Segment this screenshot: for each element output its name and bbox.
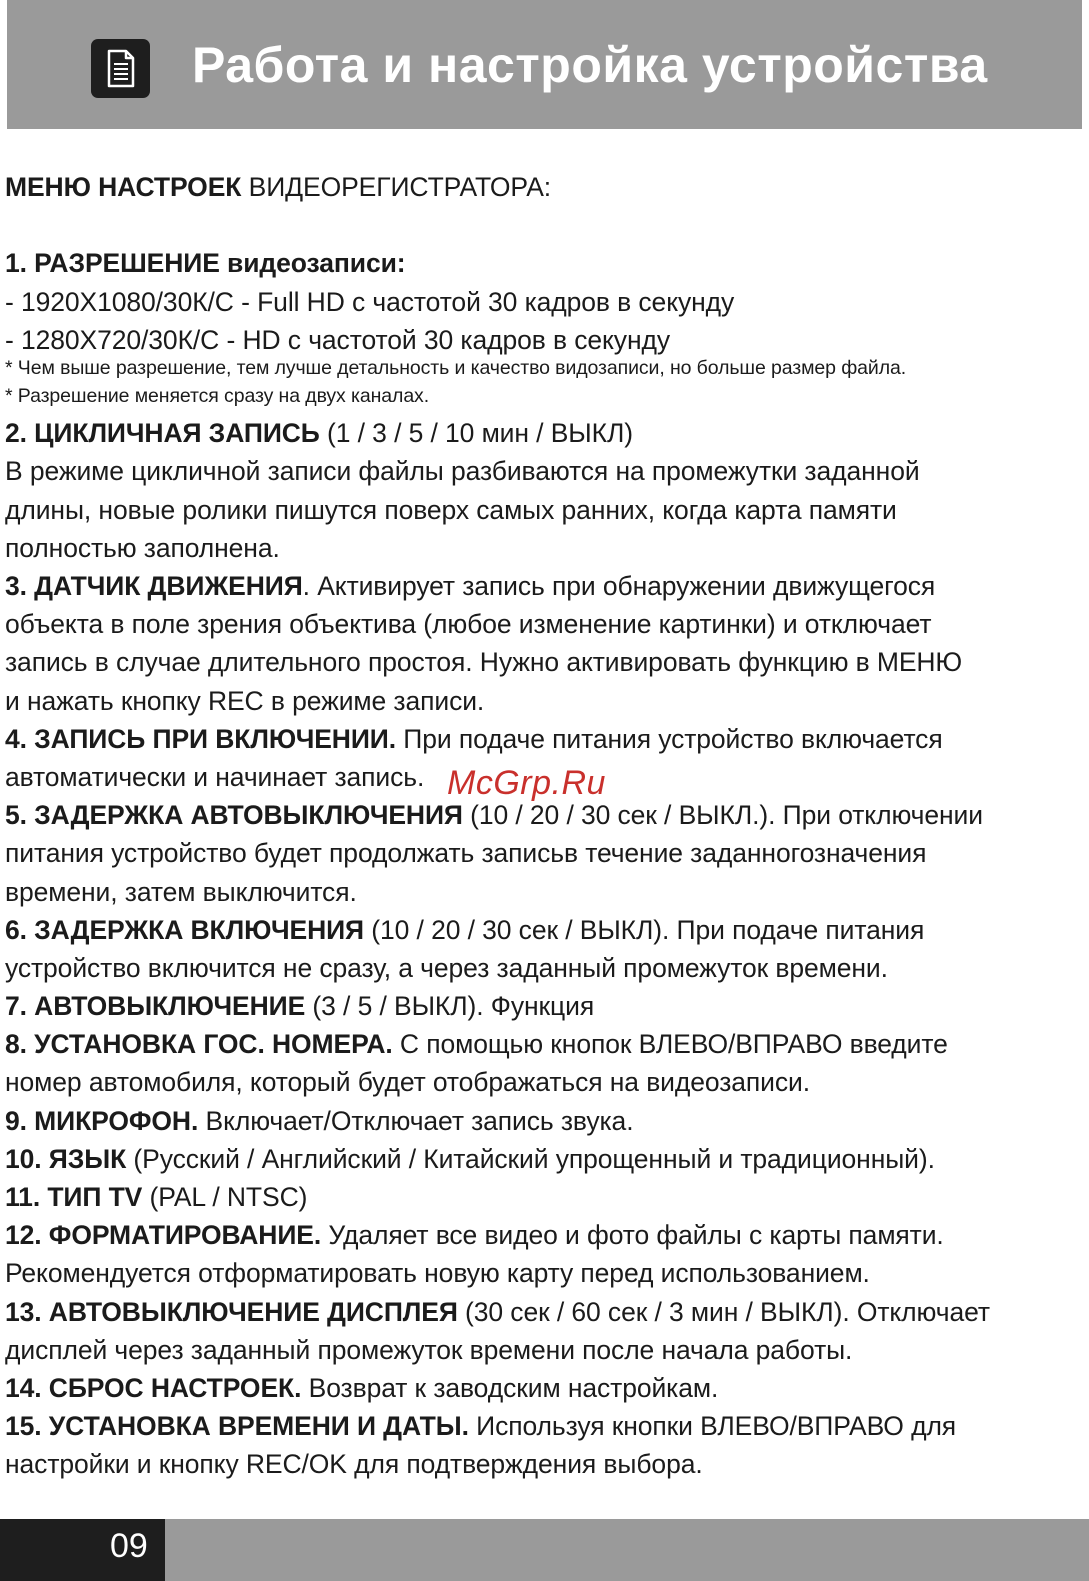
- item-2-text: длины, новые ролики пишутся поверх самых ранних, когда карта памяти: [5, 494, 897, 525]
- item-14: 14. СБРОС НАСТРОЕК. Возврат к заводским настройкам.: [5, 1372, 719, 1403]
- item-1-title: 1. РАЗРЕШЕНИЕ видеозаписи:: [5, 248, 406, 279]
- item-5-text: времени, затем выключится.: [5, 876, 357, 907]
- item-4: 4. ЗАПИСЬ ПРИ ВКЛЮЧЕНИИ. При подаче питания устройство включается: [5, 723, 943, 754]
- intro-bold: МЕНЮ НАСТРОЕК: [5, 172, 242, 202]
- item-13: 13. АВТОВЫКЛЮЧЕНИЕ ДИСПЛЕЯ (30 сек / 60 сек / 3 мин / ВЫКЛ). Отключает: [5, 1296, 990, 1327]
- page-title: Работа и настройка устройства: [192, 37, 988, 93]
- item-15: 15. УСТАНОВКА ВРЕМЕНИ И ДАТЫ. Используя кнопки ВЛЕВО/ВПРАВО для: [5, 1411, 957, 1442]
- item-11: 11. ТИП TV (PAL / NTSC): [5, 1182, 308, 1212]
- watermark: McGrp.Ru: [447, 764, 606, 802]
- item-7: 7. АВТОВЫКЛЮЧЕНИЕ (3 / 5 / ВЫКЛ). Функция: [5, 991, 595, 1022]
- page-number-tab: [0, 1519, 165, 1581]
- item-5-text: питания устройство будет продолжать записьв течение заданногозначения: [5, 838, 927, 869]
- document-icon: [91, 39, 150, 98]
- item-1-option-2: - 1280X720/30К/С - HD с частотой 30 кадров в секунду: [5, 324, 670, 355]
- item-15-text: настройки и кнопку REC/OK для подтверждения выбора.: [5, 1449, 703, 1480]
- item-3: 3. ДАТЧИК ДВИЖЕНИЯ. Активирует запись при обнаружении движущегося: [5, 571, 936, 601]
- item-8-text: номер автомобиля, который будет отображаться на видеозаписи.: [5, 1067, 810, 1098]
- item-4-text: автоматически и начинает запись.: [5, 761, 425, 792]
- item-3-text: объекта в поле зрения объектива (любое изменение картинки) и отключает: [5, 609, 932, 640]
- item-1-note-2: * Разрешение меняется сразу на двух каналах.: [5, 385, 430, 408]
- item-1-option-1: - 1920X1080/30К/С - Full HD с частотой 30 кадров в секунду: [5, 286, 735, 317]
- page-number: 09: [110, 1527, 148, 1565]
- item-2-text: В режиме цикличной записи файлы разбиваются на промежутки заданной: [5, 456, 920, 487]
- item-12-text: Рекомендуется отформатировать новую карту перед использованием.: [5, 1258, 870, 1289]
- item-12: 12. ФОРМАТИРОВАНИЕ. Удаляет все видео и фото файлы с карты памяти.: [5, 1220, 944, 1251]
- item-3-text: и нажать кнопку REC в режиме записи.: [5, 685, 485, 716]
- item-2-text: полностью заполнена.: [5, 532, 280, 563]
- item-9: 9. МИКРОФОН. Включает/Отключает запись звука.: [5, 1105, 634, 1136]
- settings-content: [5, 168, 1085, 1484]
- item-6: 6. ЗАДЕРЖКА ВКЛЮЧЕНИЯ (10 / 20 / 30 сек / ВЫКЛ). При подаче питания: [5, 914, 925, 945]
- item-8: 8. УСТАНОВКА ГОС. НОМЕРА. С помощью кнопок ВЛЕВО/ВПРАВО введите: [5, 1029, 948, 1060]
- item-5: 5. ЗАДЕРЖКА АВТОВЫКЛЮЧЕНИЯ (10 / 20 / 30 сек / ВЫКЛ.). При отключении: [5, 800, 983, 831]
- item-13-text: дисплей через заданный промежуток времени после начала работы.: [5, 1334, 853, 1365]
- page-header: [7, 0, 1082, 129]
- item-2: 2. ЦИКЛИЧНАЯ ЗАПИСЬ (1 / 3 / 5 / 10 мин / ВЫКЛ): [5, 418, 633, 449]
- intro-line: [5, 168, 1085, 206]
- intro-rest: ВИДЕОРЕГИСТРАТОРА:: [241, 172, 552, 202]
- item-6-text: устройство включится не сразу, а через заданный промежуток времени.: [5, 952, 888, 983]
- item-3-text: запись в случае длительного простоя. Нужно активировать функцию в МЕНЮ: [5, 647, 963, 678]
- item-10: 10. ЯЗЫК (Русский / Английский / Китайский упрощенный и традиционный).: [5, 1143, 935, 1174]
- item-1-note-1: * Чем выше разрешение, тем лучше детальность и качество видозаписи, но больше размер файла.: [5, 356, 907, 379]
- page-footer: [0, 1519, 1089, 1581]
